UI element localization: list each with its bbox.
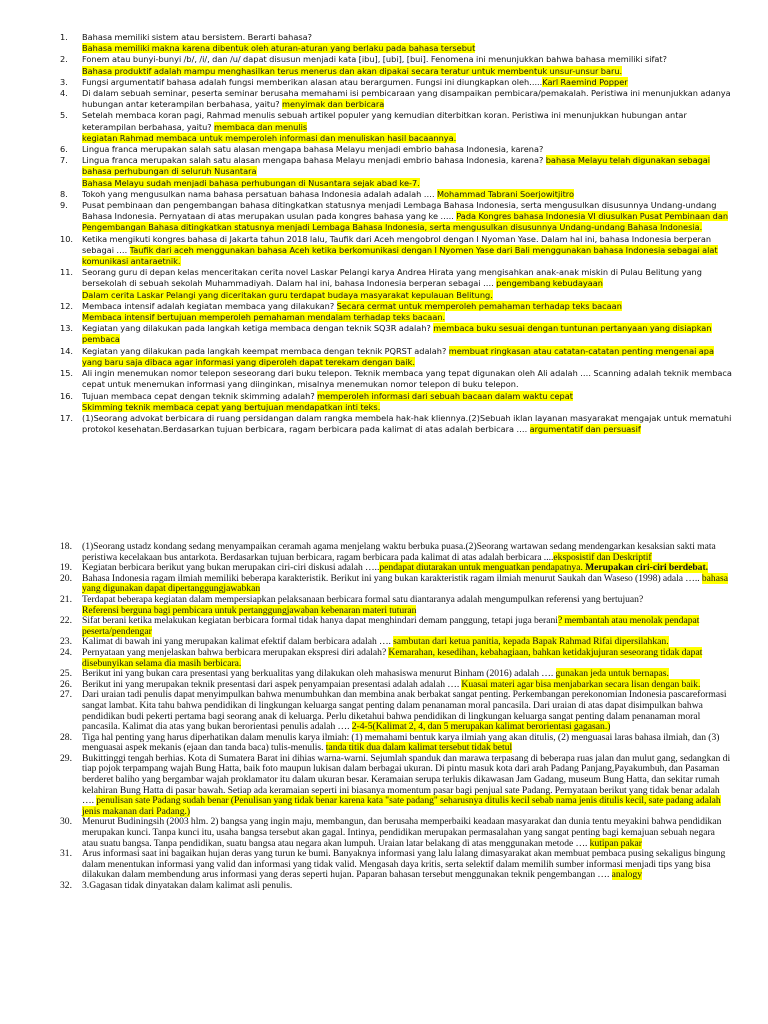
highlighted-answer: pengembang kebudayaan: [496, 278, 603, 289]
question-number: 26.: [60, 678, 72, 690]
question-body: [82, 595, 732, 606]
question-number: 22.: [60, 615, 72, 627]
question-number: 28.: [60, 731, 72, 743]
question-item: [0, 413, 768, 435]
question-number: 6.: [60, 144, 68, 155]
highlighted-answer: bahasa Melayu telah digunakan sebagai bahasa perhubungan di seluruh Nusantara: [82, 155, 711, 177]
highlighted-answer: Bahasa memiliki makna karena dibentuk oleh aturan-aturan yang berlaku pada bahasa tersebut: [82, 43, 476, 54]
question-number: 5.: [60, 110, 68, 121]
question-text: Di dalam sebuah seminar, peserta seminar berusaha memahami isi pembicaraan yang disampaikan pembicara/pemakalah. Peristiwa ini menunjukkan adanya hubungan antar keterampilan berbahasa, yaitu?: [82, 88, 731, 110]
question-item: [0, 690, 768, 732]
question-number: 20.: [60, 572, 72, 584]
highlighted-answer: Taufik dari aceh menggunakan bahasa Aceh ketika berkomunikasi dengan I Nyomen Yase dari Bali menggunakan bahasa Indonesia sebagai alat komunikasi antaraetnik.: [82, 244, 718, 267]
answer-line: [82, 66, 732, 77]
question-text: Pernyataan yang menjelaskan bahwa berbicara merupakan ekspresi diri adalah?: [82, 646, 389, 658]
question-item: [0, 77, 768, 88]
highlighted-answer: Bahasa produktif adalah mampu menghasilkan terus menerus dan akan dipakai secara teratur untuk membentuk unsur-unsur baru.: [82, 65, 623, 76]
question-body: [82, 391, 732, 402]
question-number: 19.: [60, 562, 72, 574]
question-text: Fonem atau bunyi-bunyi /b/, /i/, dan /u/ dapat disusun menjadi kata [ibu], [ubi], [bui]. Fenomena ini menunjukkan bahwa bahasa memiliki sifat?: [82, 54, 667, 65]
question-text: Kegiatan berbicara berikut yang bukan merupakan ciri-ciri diskusi adalah …..: [82, 562, 380, 574]
question-body: [82, 267, 732, 289]
question-number: 3.: [60, 76, 68, 87]
question-number: 27.: [60, 689, 72, 701]
question-text: (1)Seorang ustadz kondang sedang menyampaikan ceramah agama menjelang waktu berbuka puasa.(2)Seorang wartawan sedang mendengarkan kesaksian sakti mata peristiwa kecelakaan bus antarkota. Berdasarkan tujuan berbicara, ragam berbicara pada kalimat di atas adalah berbicara ....: [82, 541, 716, 563]
question-text: Lingua franca merupakan salah satu alasan mengapa bahasa Melayu menjadi embrio bahasa Indonesia, karena?: [82, 144, 544, 155]
highlighted-answer: Kemarahan, kesedihan, kebahagiaan, bahkan ketidakjujuran seseorang tidak dapat disebunyikan selama dia masih berbicara.: [82, 646, 703, 669]
question-body: [82, 301, 732, 312]
question-body: [82, 881, 732, 892]
question-number: 2.: [60, 54, 68, 65]
question-item: [0, 574, 768, 595]
question-body: [82, 849, 732, 881]
highlighted-answer: Kuasai materi agar bisa menjabarkan secara lisan dengan baik.: [461, 678, 701, 690]
question-body: [82, 189, 732, 200]
question-item: [0, 234, 768, 268]
question-item: [0, 110, 768, 144]
highlighted-answer: Referensi berguna bagi pembicara untuk pertanggungjawaban kebenaran materi tuturan: [82, 604, 417, 616]
question-text: Bahasa Indonesia ragam ilmiah memiliki beberapa karakteristik. Berikut ini yang bukan karakteristik ragam ilmiah menurut Saukah dan Waseso (1998) adala …..: [82, 572, 702, 584]
question-item: [0, 32, 768, 54]
highlighted-answer: bahasa yang digunakan dapat dipertanggungjawabkan: [82, 572, 728, 595]
question-text: Ketika mengikuti kongres bahasa di Jakarta tahun 2018 lalu, Taufik dari Aceh mengobrol dengan I Nyoman Yase. Dalam hal ini, bahasa Indonesia berperan sebagai ….: [82, 233, 712, 255]
highlighted-answer: Mohammad Tabrani Soerjowitjitro: [436, 188, 574, 199]
question-number: 14.: [60, 345, 74, 356]
highlighted-answer: membuat ringkasan atau catatan-catatan penting mengenai apa yang baru saja dibaca agar informasi yang diperoleh dapat terekam dengan baik.: [82, 345, 715, 367]
answer-line: [82, 43, 732, 54]
question-body: [82, 323, 732, 345]
question-body: [82, 574, 732, 595]
answer-line: [82, 312, 732, 323]
question-text: Tokoh yang mengusulkan nama bahasa persatuan bahasa Indonesia adalah adalah ….: [82, 188, 437, 199]
question-item: [0, 144, 768, 155]
highlighted-answer: ? membantah atau menolak pendapat peserta/pendengar: [82, 615, 700, 637]
question-number: 21.: [60, 593, 72, 605]
question-text: Kalimat di bawah ini yang merupakan kalimat efektif dalam berbicara adalah ….: [82, 636, 394, 648]
question-number: 23.: [60, 636, 72, 648]
question-text: Setelah membaca koran pagi, Rahmad menulis sebuah artikel populer yang kemudian diterbitkan koran. Peristiwa ini menunjukkan hubungan antar keterampilan berbahasa, yaitu?: [82, 110, 687, 132]
question-body: [82, 144, 732, 155]
answer-line: [82, 290, 732, 301]
question-item: [0, 368, 768, 390]
question-text: 3.Gagasan tidak dinyatakan dalam kalimat asli penulis.: [82, 880, 293, 891]
highlighted-answer: penulisan sate Padang sudah benar (Penulisan yang tidak benar karena kata "sate padang" seharusnya ditulis kecil sebab nama jenis ditulis kecil, sate padang adalah jenis makanan dari Padang.): [82, 795, 721, 817]
question-body: [82, 234, 732, 268]
question-number: 9.: [60, 200, 68, 211]
highlighted-answer: Merupakan ciri-ciri berdebat.: [585, 562, 709, 574]
question-item: [0, 595, 768, 616]
highlighted-answer: membaca dan menulis: [214, 121, 308, 132]
question-text: Membaca intensif adalah kegiatan membaca yang dilakukan?: [82, 300, 337, 311]
question-text: Bukittinggi tengah berhias. Kota di Sumatera Barat ini dihias warna-warni. Sejumlah spanduk dan marawa terpasang di beberapa ruas jalan dan mulut gang, sedangkan di tiap pojok terpampang wajah Bung Hatta, baik foto maupun lukisan dalam berbagai ukuran. Di pintu masuk kota dari arah Padang Panjang,Payakumbuh, dan Pasaman berderet baliho yang bergambar wajah proklamator itu dalam ukuran besar. Keramaian serupa terlukis dikawasan Jam Gadang, museum Bung Hatta, dan sekitar rumah kelahiran Bung Hatta di pasar bawah. Setiap ada keramaian seperti ini biasanya momentum pasar bagi penjual sate Padang. Pernyataan berikut yang tidak benar adalah ….: [82, 752, 731, 807]
question-text: Terdapat beberapa kegiatan dalam mempersiapkan pelaksanaan berbicara formal satu diantaranya adalah mengumpulkan referensi yang bertujuan?: [82, 593, 644, 605]
highlighted-answer: Pada Kongres bahasa Indonesia VI diusulkan Pusat Pembinaan dan Pengembangan Bahasa ditingkatkan statusnya menjadi Lembaga Bahasa Indonesia, serta mengusulkan disusunnya Undang-undang Bahasa Indonesia.: [82, 211, 729, 233]
question-body: [82, 413, 732, 435]
highlighted-answer: gunakan jeda untuk bernapas.: [555, 668, 669, 680]
question-number: 30.: [60, 816, 72, 828]
question-number: 11.: [60, 267, 74, 278]
question-number: 8.: [60, 188, 68, 199]
question-item: [0, 346, 768, 368]
question-item: [0, 88, 768, 110]
question-item: [0, 267, 768, 301]
highlighted-answer: pendapat diutarakan untuk menguatkan pendapatnya.: [379, 562, 586, 574]
question-number: 13.: [60, 323, 74, 334]
question-number: 17.: [60, 412, 74, 423]
highlighted-answer: Membaca intensif bertujuan memperoleh pemahaman mendalam terhadap teks bacaan.: [82, 312, 446, 323]
question-number: 18.: [60, 541, 72, 552]
question-item: [0, 391, 768, 413]
question-body: [82, 155, 732, 177]
answer-line: [82, 178, 732, 189]
question-text: Lingua franca merupakan salah satu alasan mengapa bahasa Melayu menjadi embrio bahasa Indonesia, karena?: [82, 155, 546, 166]
question-body: [82, 817, 732, 849]
question-item: [0, 648, 768, 669]
question-text: Kegiatan yang dilakukan pada langkah keempat membaca dengan teknik PQRST adalah?: [82, 345, 449, 356]
question-number: 4.: [60, 88, 68, 99]
question-text: Pusat pembinaan dan pengembangan bahasa ditingkatkan statusnya menjadi Lembaga Bahasa Indonesia, serta mengusulkan disusunnya Undang-undang Bahasa Indonesia. Pernyataan di atas merupakan usulan pada kongres bahasa yang ke …..: [82, 200, 717, 222]
question-body: [82, 542, 732, 563]
question-text: Berikut ini yang bukan cara presentasi yang berkualitas yang dilakukan oleh mahasiswa menurut Binham (2016) adalah ….: [82, 668, 556, 680]
question-item: [0, 817, 768, 849]
question-item: [0, 616, 768, 637]
question-text: (1)Seorang advokat berbicara di ruang persidangan dalam rangka membela hak-hak kliennya.(2)Sebuah iklan layanan masyarakat mengajak untuk mematuhi protokol kesehatan.Berdasarkan tujuan berbicara, ragam berbicara pada kalimat di atas adalah berbicara ….: [82, 412, 732, 435]
question-body: [82, 32, 732, 43]
question-body: [82, 77, 732, 88]
question-number: 1.: [60, 32, 68, 42]
highlighted-answer: analogy: [611, 869, 642, 881]
question-number: 12.: [60, 300, 74, 311]
question-item: [0, 542, 768, 563]
question-item: [0, 189, 768, 200]
highlighted-answer: Secara cermat untuk memperoleh pemahaman terhadap teks bacaan: [336, 300, 622, 311]
question-list-serif: [0, 542, 768, 892]
question-item: [0, 881, 768, 892]
question-item: [0, 754, 768, 818]
question-text: Berikut ini yang merupakan teknik presentasi dari aspek penyampaian presentasi adalah adalah ….: [82, 678, 462, 690]
question-item: [0, 301, 768, 323]
question-number: 10.: [60, 233, 74, 244]
question-body: [82, 54, 732, 65]
question-body: [82, 110, 732, 132]
question-text: Tiga hal penting yang harus diperhatikan dalam menulis karya ilmiah: (1) memahami bentuk karya ilmiah yang akan ditulis, (2) menguasai laras bahasa ilmiah, dan (3) menguasai aspek mekanis (ejaan dan tanda baca) tulis-menulis.: [82, 731, 720, 754]
question-number: 7.: [60, 155, 68, 166]
answer-line: [82, 402, 732, 413]
question-text: Arus informasi saat ini bagaikan hujan deras yang turun ke bumi. Banyaknya informasi yang lalu lalang dimasyarakat akan membuat pembaca pusing sekaligus bingung dalam menentukan informasi yang valid dan informasi yang tidak valid. Mengasah daya kritis, serta selektif dalam memilih sumber informasi menjadi tips yang bisa dilakukan dalam membendung arus informasi yang deras seperti hujan. Paparan bahasan tersebut menggunakan teknik pengembangan ….: [82, 848, 726, 881]
question-number: 15.: [60, 368, 74, 379]
question-body: [82, 368, 732, 390]
question-body: [82, 733, 732, 754]
question-text: Seorang guru di depan kelas menceritakan cerita novel Laskar Pelangi karya Andrea Hirata yang mengisahkan anak-anak miskin di Pulau Belitung yang bersekolah di sebuah sekolah Muhammadiyah. Dalam hal ini, bahasa Indonesia berperan sebagai ….: [82, 267, 702, 289]
answer-line: [82, 133, 732, 144]
question-text: Bahasa memiliki sistem atau bersistem. Berarti bahasa?: [82, 32, 313, 42]
question-number: 29.: [60, 752, 72, 764]
question-text: Dari uraian tadi penulis dapat menyimpulkan bahwa menumbuhkan dan membina anak berbakat sangat penting. Perkembangan perekonomian Indonesia pascareformasi sangat lambat. Kita tahu bahwa pendidikan di lingkungan keluarga sangat penting dalam penanaman moral pancasila. Dari uraian di atas dapat disimpulkan bahwa pendidikan budi pekerti pertama bagi seorang anak di keluarga. Perlu diketahui bahwa pendidikan di lingkungan keluarga sangat penting dalam penanaman moral pancasila. Kalimat dia atas yang bukan berorientasi penulis adalah ….: [82, 689, 727, 733]
highlighted-answer: Karl Raemind Popper: [542, 76, 628, 87]
highlighted-answer: tanda titik dua dalam kalimat tersebut tidak betul: [325, 742, 513, 754]
highlighted-answer: sambutan dari ketua panitia, kepada Bapak Rahmad Rifai dipersilahkan.: [393, 636, 669, 648]
highlighted-answer: kegiatan Rahmad membaca untuk memperoleh informasi dan menuliskan hasil bacaannya.: [82, 132, 457, 143]
question-number: 31.: [60, 848, 72, 860]
question-item: [0, 849, 768, 881]
highlighted-answer: membaca buku sesuai dengan tuntunan pertanyaan yang disiapkan pembaca: [82, 323, 712, 345]
highlighted-answer: kutipan pakar: [589, 837, 642, 849]
question-text: Sifat berani ketika melakukan kegiatan berbicara formal tidak hanya dapat menghindari demam panggung, tetapi juga berani: [82, 615, 558, 627]
question-text: Kegiatan yang dilakukan pada langkah ketiga membaca dengan teknik SQ3R adalah?: [82, 323, 434, 334]
highlighted-answer: Skimming teknik membaca cepat yang bertujuan mendapatkan inti teks.: [82, 401, 381, 412]
highlighted-answer: eksposistif dan Deskriptif: [553, 551, 652, 563]
question-list-sans: [0, 32, 768, 435]
question-text: Ali ingin menemukan nomor telepon seseorang dari buku telepon. Teknik membaca yang tepat digunakan oleh Ali adalah …. Scanning adalah teknik membaca cepat untuk menemukan informasi yang diinginkan, misalnya menemukan nomor telepon di buku telepon.: [82, 368, 732, 390]
question-item: [0, 155, 768, 189]
question-number: 24.: [60, 646, 72, 658]
highlighted-answer: Dalam cerita Laskar Pelangi yang diceritakan guru terdapat budaya masyarakat kepulauan Belitung.: [82, 289, 493, 300]
question-body: [82, 616, 732, 637]
question-number: 16.: [60, 390, 74, 401]
question-body: [82, 690, 732, 732]
highlighted-answer: 2-4-5(Kalimat 2, 4, dan 5 merupakan kalimat berorientasi gagasan.): [351, 721, 611, 733]
highlighted-answer: argumentatif dan persuasif: [529, 424, 641, 435]
question-body: [82, 754, 732, 818]
question-body: [82, 88, 732, 110]
question-body: [82, 648, 732, 669]
highlighted-answer: memperoleh informasi dari sebuah bacaan dalam waktu cepat: [317, 390, 573, 401]
question-number: 32.: [60, 880, 72, 891]
question-item: [0, 733, 768, 754]
question-body: [82, 346, 732, 368]
question-number: 25.: [60, 668, 72, 680]
highlighted-answer: Bahasa Melayu sudah menjadi bahasa perhubungan di Nusantara sejak abad ke-7.: [82, 177, 420, 188]
question-item: [0, 54, 768, 76]
highlighted-answer: menyimak dan berbicara: [282, 99, 385, 110]
question-text: Tujuan membaca cepat dengan teknik skimming adalah?: [82, 390, 318, 401]
question-body: [82, 200, 732, 234]
question-text: Fungsi argumentatif bahasa adalah fungsi memberikan alasan atau berargumen. Fungsi ini diungkapkan oleh.....: [82, 76, 543, 87]
question-item: [0, 200, 768, 234]
question-item: [0, 323, 768, 345]
question-text: Menurut Budiningsih (2003 hlm. 2) bangsa yang ingin maju, membangun, dan berusaha memperbaiki keadaan masyarakat dan dunia tentu meyakini bahwa pendidikan merupakan kunci. Tanpa kunci itu, usaha bangsa tersebut akan gagal. Intinya, pendidikan merupakan permasalahan yang sangat penting bagi kemajuan sebuah negara atau suatu bangsa. Tanpa pendidikan, suatu bangsa atau negara akan lumpuh. Uraian latar belakang di atas menggunakan metode ….: [82, 816, 722, 849]
